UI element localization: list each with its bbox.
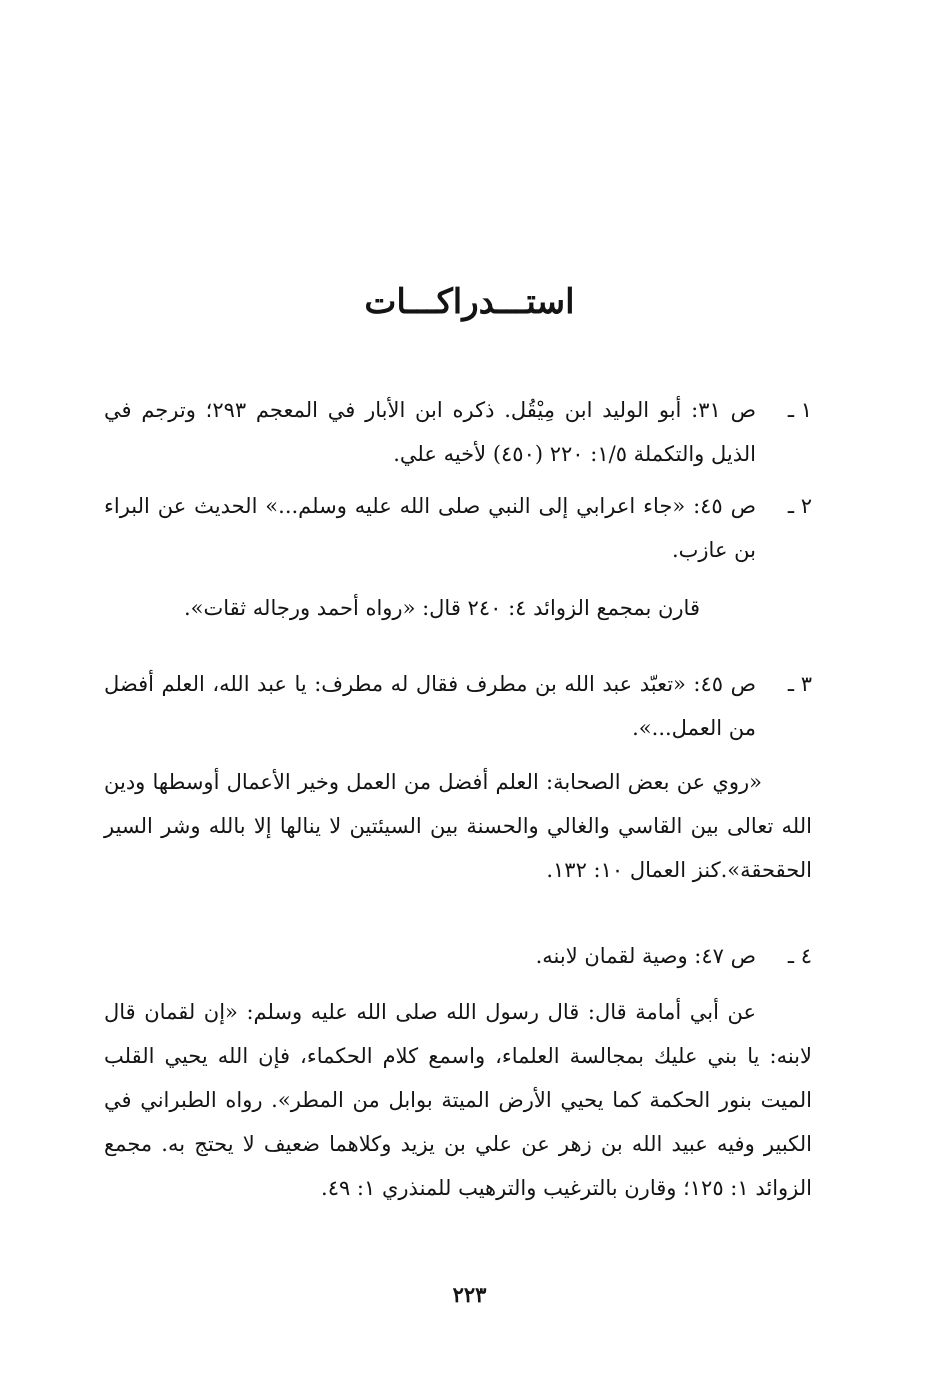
entry-number: ١ ـ — [787, 398, 812, 422]
entry-4 — [104, 934, 812, 978]
page-title: استـــدراكـــات — [364, 282, 575, 322]
entry-2 — [104, 484, 812, 572]
entry-text: ص ٤٥: «جاء اعرابي إلى النبي صلى الله عليه وسلم...» الحديث عن البراء بن عازب. — [104, 494, 756, 562]
entry-4-note: عن أبي أمامة قال: قال رسول الله صلى الله عليه وسلم: «إن لقمان قال لابنه: يا بني عليك بمجالسة العلماء، واسمع كلام الحكماء، فإن الله يحيي القلب الميت بنور الحكمة كما يحيي الأرض الميتة بوابل من المطر». رواه الطبراني في الكبير وفيه عبيد الله بن زهر عن علي بن يزيد وكلاهما ضعيف لا يحتج به. مجمع الزوائد ١: ١٢٥؛ وقارن بالترغيب والترهيب للمنذري ١: ٤٩. — [104, 1000, 812, 1200]
entry-number: ٤ ـ — [787, 944, 812, 968]
entry-text: ص ٣١: أبو الوليد ابن مِيْقُل. ذكره ابن الأبار في المعجم ٢٩٣؛ وترجم في الذيل والتكملة ١/٥: ٢٢٠ (٤٥٠) لأخيه علي. — [104, 398, 756, 466]
entry-1 — [104, 388, 812, 476]
page-number: ٢٢٣ — [452, 1282, 487, 1307]
entry-text: ص ٤٧: وصية لقمان لابنه. — [535, 944, 756, 968]
entry-number: ٣ ـ — [787, 672, 812, 696]
entry-number: ٢ ـ — [787, 494, 812, 518]
entry-text: ص ٤٥: «تعبّد عبد الله بن مطرف فقال له مطرف: يا عبد الله، العلم أفضل من العمل...». — [104, 672, 756, 740]
entry-3-note: «روي عن بعض الصحابة: العلم أفضل من العمل وخير الأعمال أوسطها ودين الله تعالى بين القاسي والغالي والحسنة بين السيئتين لا ينالها إلا بالله وشر السير الحقحقة».كنز العمال ١٠: ١٣٢. — [104, 770, 812, 882]
entry-2-note: قارن بمجمع الزوائد ٤: ٢٤٠ قال: «رواه أحمد ورجاله ثقات». — [183, 596, 700, 620]
entry-3 — [104, 662, 812, 750]
